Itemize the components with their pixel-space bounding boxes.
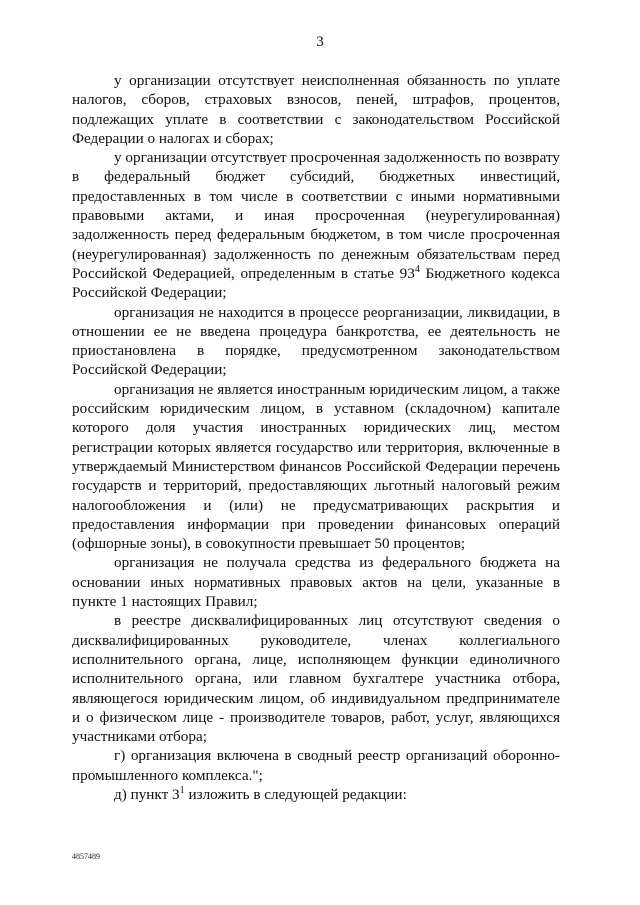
paragraph-text-tail: изложить в следующей редакции: <box>184 785 407 803</box>
paragraph-defense-registry: г) организация включена в сводный реестр организаций оборонно-промышленного комплекса."; <box>72 747 560 784</box>
paragraph-overdue-debt <box>72 148 560 302</box>
paragraph-text-tail: Бюджетного кодекса Российской Федерации; <box>72 264 560 302</box>
paragraph-foreign-entity: организация не является иностранным юридическим лицом, а также российским юридическим лицом, в уставном (складочном) капитале которого доля участия иностранных юридических лиц, местом регистрации которых является государство или территория, включенные в утверждаемый Министерством финансов Российской Федерации перечень государств и территорий, предоставляющих льготный налоговый режим налогообложения и (или) не предусматривающих раскрытия и предоставления информации при проведении финансовых операций (офшорные зоны), в совокупности превышает 50 процентов; <box>72 380 560 553</box>
paragraph-tax-obligations: у организации отсутствует неисполненная обязанность по уплате налогов, сборов, страховых взносов, пеней, штрафов, процентов, подлежащих уплате в соответствии с законодательством Российской Федерации о налогах и сборах; <box>72 72 560 147</box>
page-number: 3 <box>316 34 324 50</box>
paragraph-clause-amendment <box>72 785 560 804</box>
document-code: 4857489 <box>72 852 100 861</box>
paragraph-text: у организации отсутствует просроченная задолженность по возврату в федеральный бюджет субсидий, бюджетных инвестиций, предоставленных в том числе в соответствии с иными нормативными правовыми актами, и иная просроченная (неурегулированная) задолженность перед федеральным бюджетом, в том числе просроченная (неурегулированная) задолженность по денежным обязательствам перед Российской Федерацией, определенным в статье 93 <box>72 149 561 282</box>
paragraph-text: д) пункт 3 <box>114 785 180 803</box>
document-body <box>72 71 560 804</box>
superscript: 4 <box>414 263 420 275</box>
paragraph-reorganization: организация не находится в процессе реорганизации, ликвидации, в отношении ее не введена процедура банкротства, ее деятельность не приостановлена в порядке, предусмотренном законодательством Российской Федерации; <box>72 303 560 379</box>
paragraph-federal-funds: организация не получала средства из федерального бюджета на основании иных нормативных правовых актов на цели, указанные в пункте 1 настоящих Правил; <box>72 554 560 611</box>
paragraph-disqualified-registry: в реестре дисквалифицированных лиц отсутствуют сведения о дисквалифицированных руководителе, членах коллегиального исполнительного органа, лице, исполняющем функции единоличного исполнительного органа, или главном бухгалтере участника отбора, являющегося юридическим лицом, об индивидуальном предпринимателе и о физическом лице - производителе товаров, работ, услуг, являющихся участниками отбора; <box>72 612 560 746</box>
superscript: 1 <box>179 784 185 796</box>
